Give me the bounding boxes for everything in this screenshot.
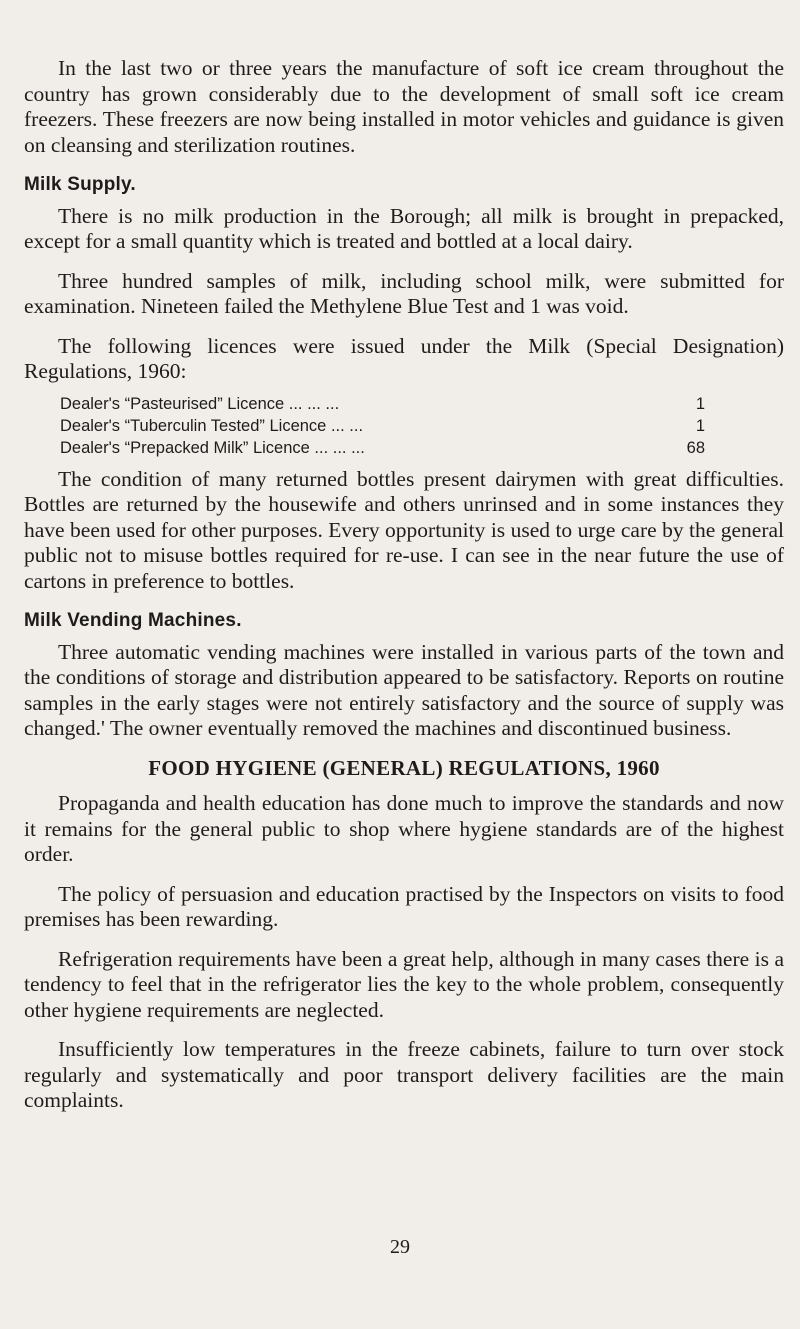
paragraph-temperatures: Insufficiently low temperatures in the freeze cabinets, failure to turn over stock regularly and systematically and poor transport delivery facilities are the main complaints.: [24, 1037, 784, 1112]
heading-food-hygiene: FOOD HYGIENE (GENERAL) REGULATIONS, 1960: [148, 755, 660, 780]
paragraph-milk-supply-2: Three hundred samples of milk, including school milk, were submitted for examination. Nineteen failed the Methylene Blue Test and 1 was void.: [24, 268, 784, 318]
heading-milk-supply: Milk Supply.: [24, 174, 136, 195]
paragraph-bottles: The condition of many returned bottles present dairymen with great difficulties. Bottles are returned by the housewife and others unrinsed and in some instances they have been used for other purposes. Every opportunity is used to urge care by the general public not to misuse bottles required for re-use. I can see in the near future the use of cartons in preference to bottles.: [24, 466, 784, 593]
heading-milk-vending: Milk Vending Machines.: [24, 610, 242, 631]
licence-count: 68: [686, 438, 705, 457]
paragraph-policy: The policy of persuasion and education practised by the Inspectors on visits to food premises has been rewarding.: [24, 881, 784, 931]
licence-count: 1: [695, 394, 705, 413]
licences-table: [60, 393, 705, 459]
licence-count: 1: [695, 416, 705, 435]
paragraph-milk-supply-1: There is no milk production in the Borough; all milk is brought in prepacked, except for a small quantity which is treated and bottled at a local dairy.: [24, 203, 784, 253]
licence-name: Dealer's “Pasteurised” Licence ... ... ...: [60, 394, 340, 413]
paragraph-propaganda: Propaganda and health education has done much to improve the standards and now it remains for the general public to shop where hygiene standards are of the highest order.: [24, 791, 784, 866]
licence-name: Dealer's “Prepacked Milk” Licence ... ... ...: [60, 438, 365, 457]
page-number: 29: [390, 1236, 410, 1258]
licence-row: [60, 437, 705, 459]
paragraph-ice-cream: In the last two or three years the manufacture of soft ice cream throughout the country has grown considerably due to the development of small soft ice cream freezers. These freezers are now being installed in motor vehicles and guidance is given on cleansing and sterilization routines.: [24, 56, 784, 157]
document-body: [24, 56, 784, 1128]
licence-row: [60, 393, 705, 415]
paragraph-refrigeration: Refrigeration requirements have been a great help, although in many cases there is a tendency to feel that in the refrigerator lies the key to the whole problem, consequently other hygiene requirements are neglected.: [24, 946, 784, 1022]
paragraph-milk-supply-3: The following licences were issued under the Milk (Special Designation) Regulations, 1960:: [24, 333, 784, 383]
licence-row: [60, 415, 705, 437]
licence-name: Dealer's “Tuberculin Tested” Licence ... ...: [60, 416, 364, 435]
paragraph-vending: Three automatic vending machines were installed in various parts of the town and the conditions of storage and distribution appeared to be satisfactory. Reports on routine samples in the early stages were not entirely satisfactory and the source of supply was changed.' The owner eventually removed the machines and discontinued business.: [24, 639, 784, 740]
